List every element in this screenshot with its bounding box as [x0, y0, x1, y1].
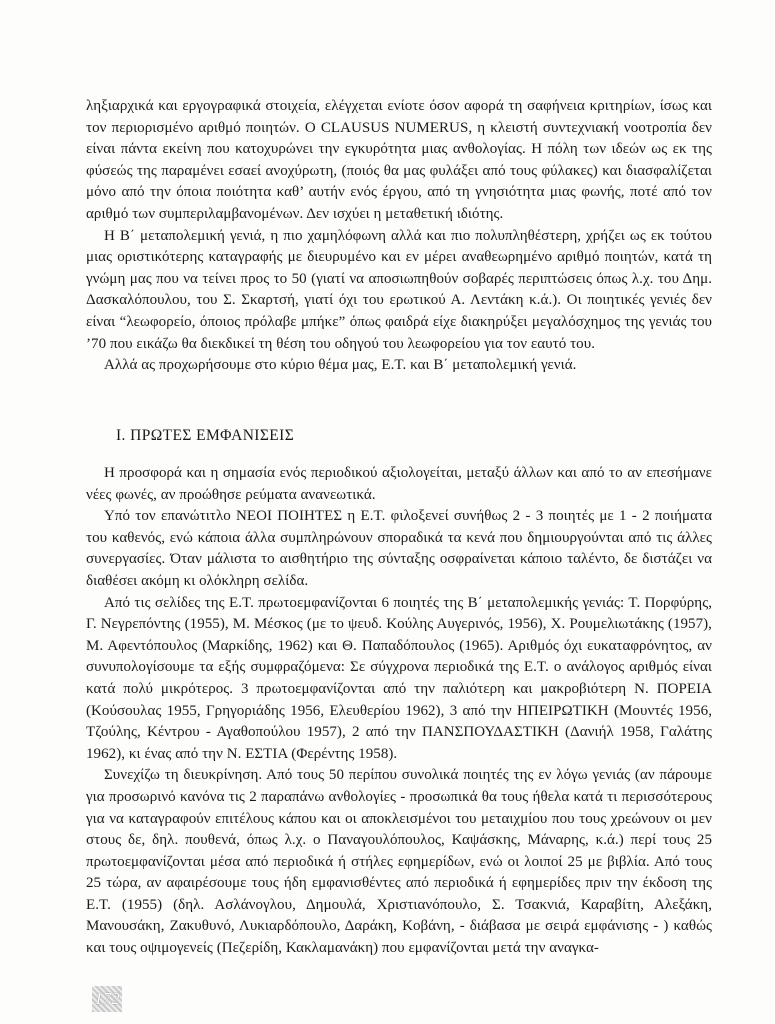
- page-number-box: [92, 986, 122, 1012]
- section-paragraph-4: Συνεχίζω τη διευκρίνηση. Από τους 50 περίπου συνολικά ποιητές της εν λόγω γενιάς (αν πάρουμε για προσωρινό κανόνα τις 2 παραπάνω ανθολογίες - προσωπικά θα τους ήθελα κατά τι περισσότερους για να καταγραφούν επιτέλους κάπου και οι αποκλεισμένοι του μεταιχμίου που τους χρεώνουν οι μεν στους δε, δηλ. πουθενά, όπως λ.χ. ο Παναγουλόπουλος, Καψάσκης, Μάναρης, κ.ά.) περί τους 25 πρωτοεμφανίζονται μέσα από περιοδικά ή στήλες εφημερίδων, ενώ οι λοιποί 25 με βιβλία. Από τους 25 τώρα, αν αφαιρέσουμε τους ήδη εμφανισθέντες από περιοδικά ή εφημερίδες πριν την έκδοση της Ε.Τ. (1955) (δηλ. Ασλάνογλου, Δημουλά, Χριστιανόπουλο, Σ. Τσακνιά, Καραβίτη, Αλεξάκη, Μανουσάκη, Ζακυθυνό, Λυκιαρδόπουλο, Δαράκη, Κοβάνη, - διάβασα με σειρά εμφάνισης - ) καθώς και τους οψιμογενείς (Πεζερίδη, Κακλαμανάκη) που εμφανίζονται μετά την αναγκα-: [86, 767, 712, 957]
- section-paragraph-3: Από τις σελίδες της Ε.Τ. πρωτοεμφανίζονται 6 ποιητές της Β΄ μεταπολεμικής γενιάς: Τ. Πορφύρης, Γ. Νεγρεπόντης (1955), Μ. Μέσκος (με το ψευδ. Κούλης Αυγερινός, 1956), Χ. Ρουμελιωτάκης (1957), Μ. Αφεντόπουλος (Μαρκίδης, 1962) και Θ. Παπαδόπουλος (1965). Αριθμός όχι ευκαταφρόνητος, αν συνυπολογίσουμε τα εξής συμφραζόμενα: Σε σύγχρονα περιοδικά της Ε.Τ. ο ανάλογος αριθμός είναι κατά πολύ μικρότερος. 3 πρωτοεμφανίζονται από την παλιότερη και μακροβιότερη Ν. ΠΟΡΕΙΑ (Κούσουλας 1955, Γρηγοριάδης 1956, Ελευθερίου 1962), 3 από την ΗΠΕΙΡΩΤΙΚΗ (Μουντές 1956, Τζούλης, Κέντρου - Αγαθοπούλου 1957), 2 από την ΠΑΝΣΠΟΥΔΑΣΤΙΚΗ (Δανιήλ 1958, Γαλάτης 1962), κι ένας από την Ν. ΕΣΤΙΑ (Φερέντης 1958).: [86, 594, 712, 762]
- intro-paragraph-2: Η Β΄ μεταπολεμική γενιά, η πιο χαμηλόφωνη αλλά και πιο πολυπληθέστερη, χρήζει ως εκ τούτου μιας οριστικότερης καταγραφής με διευρυμένο και εν μέρει αναθεωρημένο αριθμό ποιητών, κατά τη γνώμη μας που να τείνει προς το 50 (γιατί να αποσιωπηθούν σοβαρές περιπτώσεις όπως λ.χ. του Δημ. Δασκαλόπουλου, του Σ. Σκαρτσή, γιατί όχι του ερωτικού Α. Λεντάκη κ.ά.). Οι ποιητικές γενιές δεν είναι “λεωφορείο, όποιος πρόλαβε μπήκε” όπως φαιδρά είχε διακηρύξει μεγαλόσχημος της γενιάς του ’70 που εικάζω θα διεκδικεί τη θέση του οδηγού του λεωφορείου για τον εαυτό του.: [86, 227, 712, 352]
- intro-paragraph-3: Αλλά ας προχωρήσουμε στο κύριο θέμα μας, Ε.Τ. και Β΄ μεταπολεμική γενιά.: [104, 357, 577, 374]
- intro-paragraph-1: ληξιαρχικά και εργογραφικά στοιχεία, ελέγχεται ενίοτε όσον αφορά τη σαφήνεια κριτηρίων, ίσως και τον περιορισμένο αριθμό ποιητών. Ο CLAUSUS NUMERUS, η κλειστή συντεχνιακή νοοτροπία δεν είναι πάντα εκείνη που κατοχυρώνει την εγκυρότητα μιας ανθολογίας. Η πόλη των ιδεών ως εκ της φύσεώς της παραμένει εσαεί ανοχύρωτη, (ποιός θα μας φυλάξει από τους φύλακες) και διασφαλίζεται μόνο από την όποια ποιότητα καθ’ αυτήν ενός έργου, από τη γνησιότητα μιας φωνής, ποτέ από τον αριθμό των συμπεριλαμβανομένων. Δεν ισχύει η μεταθετική ιδιότης.: [86, 98, 712, 222]
- section-paragraph-1: Η προσφορά και η σημασία ενός περιοδικού αξιολογείται, μεταξύ άλλων και από το αν επεσήμανε νέες φωνές, αν προώθησε ρεύματα ανανεωτικά.: [86, 465, 712, 503]
- section-body: [86, 463, 712, 960]
- intro-section: [86, 96, 712, 377]
- section-heading: Ι. ΠΡΩΤΕΣ ΕΜΦΑΝΙΣΕΙΣ: [116, 427, 295, 444]
- section-paragraph-2: Υπό τον επανώτιτλο ΝΕΟΙ ΠΟΙΗΤΕΣ η Ε.Τ. φιλοξενεί συνήθως 2 - 3 ποιητές με 1 - 2 ποιήματα του καθενός, ενώ κάποια άλλα συμπληρώνουν σποραδικά τα κενά που δημιουργούνται από τις άλλες συνεργασίες. Όταν μάλιστα το αισθητήριο της σύνταξης οσφραίνεται κάποιο ταλέντο, δε διστάζει να διαθέσει ακόμη κι ολόκληρη σελίδα.: [86, 508, 712, 589]
- page-number: 172: [94, 989, 120, 1008]
